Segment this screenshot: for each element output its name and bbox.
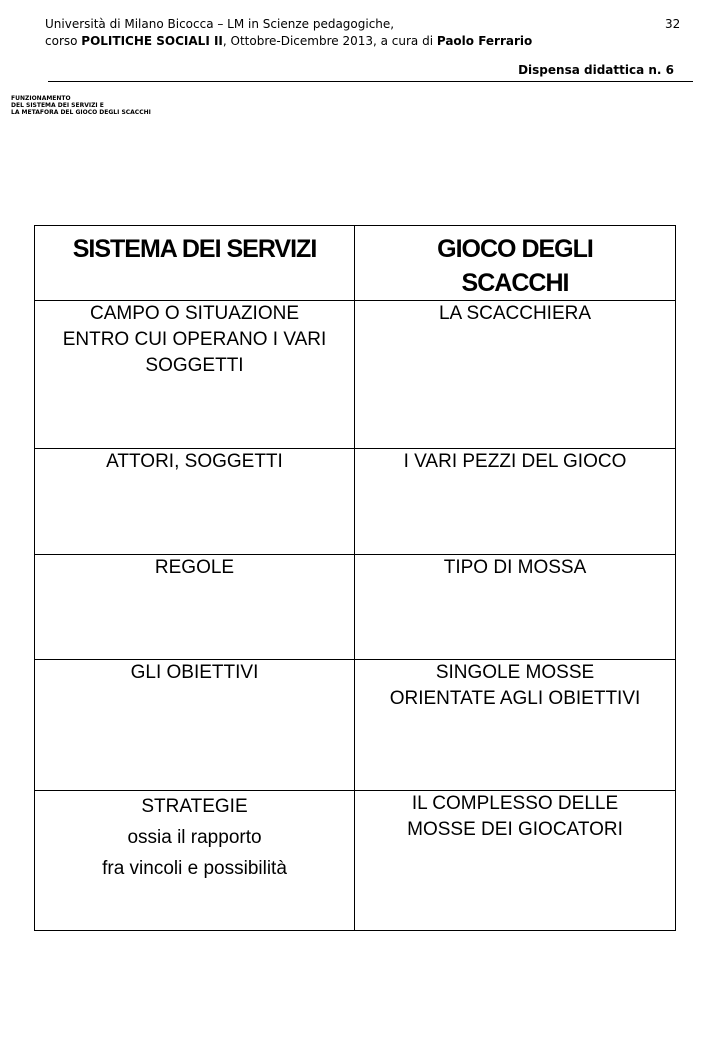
table-cell-right (355, 660, 676, 791)
comparison-table (34, 225, 676, 931)
cell-line: TIPO DI MOSSA (443, 557, 587, 578)
header-course-line (45, 34, 532, 48)
header-cell-sistema-text: SISTEMA DEI SERVIZI (72, 235, 317, 263)
table-header-row (35, 226, 676, 301)
table-cell-right (355, 555, 676, 660)
header-cell-sistema (35, 226, 355, 301)
header-author: Paolo Ferrario (436, 34, 533, 48)
cell-line: ATTORI, SOGGETTI (106, 451, 283, 472)
table-cell-left (35, 660, 355, 791)
dispensa-label: Dispensa didattica n. 6 (518, 63, 674, 77)
section-note-line-3: LA METAFORA DEL GIOCO DEGLI SCACCHI (11, 109, 151, 116)
cell-line: STRATEGIE (141, 796, 248, 817)
cell-line: MOSSE DEI GIOCATORI (407, 819, 623, 840)
header-cell-scacchi (355, 226, 676, 301)
table-row (35, 660, 676, 791)
cell-line: REGOLE (154, 557, 235, 578)
cell-line: IL COMPLESSO DELLE (411, 793, 619, 814)
section-note (11, 95, 151, 116)
table-cell-left (35, 301, 355, 449)
table-cell-right (355, 449, 676, 555)
cell-line: fra vincoli e possibilità (102, 858, 287, 879)
page-number: 32 (665, 17, 681, 31)
cell-line: ENTRO CUI OPERANO I VARI (62, 329, 327, 350)
header-cell-scacchi-line-1: GIOCO DEGLI (437, 235, 593, 263)
cell-line: SOGGETTI (145, 355, 244, 376)
table-cell-right (355, 301, 676, 449)
header-cell-scacchi-line-2: SCACCHI (461, 269, 569, 297)
table-cell-left (35, 555, 355, 660)
table-cell-left (35, 791, 355, 931)
header-course-dates: , Ottobre-Dicembre 2013, a cura di (222, 34, 437, 48)
section-note-line-1: FUNZIONAMENTO (11, 95, 71, 102)
cell-line: ORIENTATE AGLI OBIETTIVI (389, 688, 641, 709)
header-course-prefix: corso (45, 34, 82, 48)
section-note-line-2: DEL SISTEMA DEI SERVIZI E (11, 102, 104, 109)
header-institution-line: Università di Milano Bicocca – LM in Scienze pedagogiche, (45, 17, 395, 31)
cell-line: GLI OBIETTIVI (130, 662, 259, 683)
table-row (35, 301, 676, 449)
cell-line: CAMPO O SITUAZIONE (89, 303, 300, 324)
header-divider (48, 81, 693, 82)
cell-line: ossia il rapporto (127, 827, 262, 848)
table-cell-right (355, 791, 676, 931)
table-row (35, 449, 676, 555)
cell-line: I VARI PEZZI DEL GIOCO (403, 451, 627, 472)
cell-line: SINGOLE MOSSE (435, 662, 595, 683)
table-row (35, 555, 676, 660)
table-row (35, 791, 676, 931)
table-cell-left (35, 449, 355, 555)
cell-line: LA SCACCHIERA (438, 303, 592, 324)
header-course-name: POLITICHE SOCIALI II (81, 34, 223, 48)
